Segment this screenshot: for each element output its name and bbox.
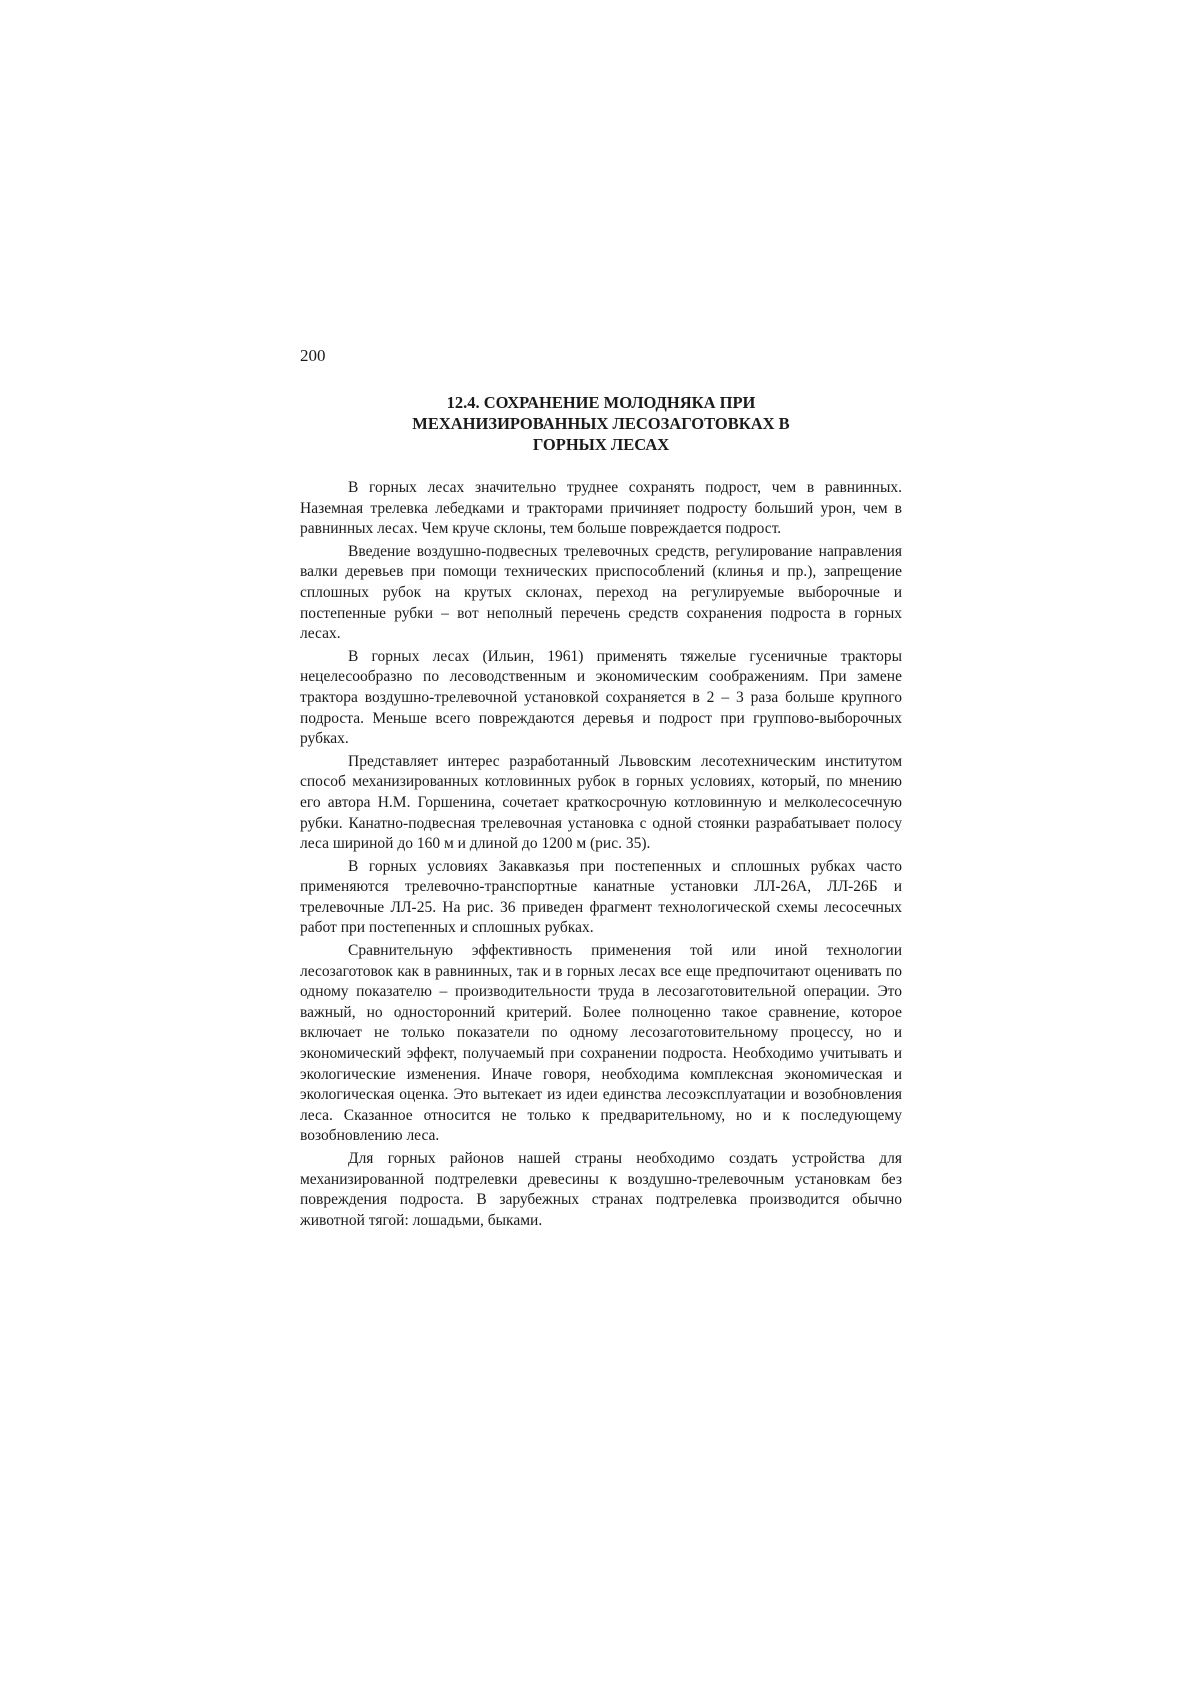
paragraph-3: В горных лесах (Ильин, 1961) применять тяжелые гусеничные тракторы нецелесообразно по лесоводственным и экономическим соображениям. При замене трактора воздушно-трелевочной установкой сохраняется в 2 – 3 раза больше крупного подроста. Меньше всего повреждаются деревья и подрост при группово-выборочных рубках.	[300, 647, 902, 748]
paragraph-2: Введение воздушно-подвесных трелевочных средств, регулирование направления валки деревьев при помощи технических приспособлений (клинья и пр.), запрещение сплошных рубок на крутых склонах, переход на регулируемые выборочные и постепенные рубки – вот неполный перечень средств сохранения подроста в горных лесах.	[300, 542, 902, 643]
paragraph-5: В горных условиях Закавказья при постепенных и сплошных рубках часто применяются трелевочно-транспортные канатные установки ЛЛ-26А, ЛЛ-26Б и трелевочные ЛЛ-25. На рис. 36 приведен фрагмент технологической схемы лесосечных работ при постепенных и сплошных рубках.	[300, 857, 902, 937]
body-text	[300, 478, 902, 1233]
paragraph-1: В горных лесах значительно труднее сохранять подрост, чем в равнинных. Наземная трелевка лебедками и тракторами причиняет подросту больший урон, чем в равнинных лесах. Чем круче склоны, тем больше повреждается подрост.	[300, 479, 902, 538]
page-number: 200	[300, 346, 326, 365]
paragraph-7: Для горных районов нашей страны необходимо создать устройства для механизированной подтрелевки древесины к воздушно-трелевочным установкам без повреждения подроста. В зарубежных странах подтрелевка производится обычно животной тягой: лошадьми, быками.	[300, 1150, 902, 1229]
heading-line-2: МЕХАНИЗИРОВАННЫХ ЛЕСОЗАГОТОВКАХ В	[412, 414, 790, 433]
paragraph-6: Сравнительную эффективность применения той или иной технологии лесозаготовок как в равнинных, так и в горных лесах все еще предпочитают оценивать по одному показателю – производительности труда в лесозаготовительной операции. Это важный, но односторонний критерий. Более полноценно такое сравнение, которое включает не только показатели по одному лесозаготовительному процессу, но и экономический эффект, получаемый при сохранении подроста. Необходимо учитывать и экологические изменения. Иначе говоря, необходима комплексная экономическая и экологическая оценка. Это вытекает из идеи единства лесоэксплуатации и возобновления леса. Сказанное относится не только к предварительному, но и к последующему возобновлению леса.	[300, 942, 902, 1145]
paragraph-4: Представляет интерес разработанный Львовским лесотехническим институтом способ механизированных котловинных рубок в горных условиях, который, по мнению его автора Н.М. Горшенина, сочетает краткосрочную котловинную и мелколесосечную рубки. Канатно-подвесная трелевочная установка с одной стоянки разрабатывает полосу леса шириной до 160 м и длиной до 1200 м (рис. 35).	[300, 752, 902, 853]
section-heading	[300, 392, 902, 455]
heading-line-3: ГОРНЫХ ЛЕСАХ	[532, 435, 670, 454]
heading-line-1: 12.4. СОХРАНЕНИЕ МОЛОДНЯКА ПРИ	[446, 393, 756, 412]
